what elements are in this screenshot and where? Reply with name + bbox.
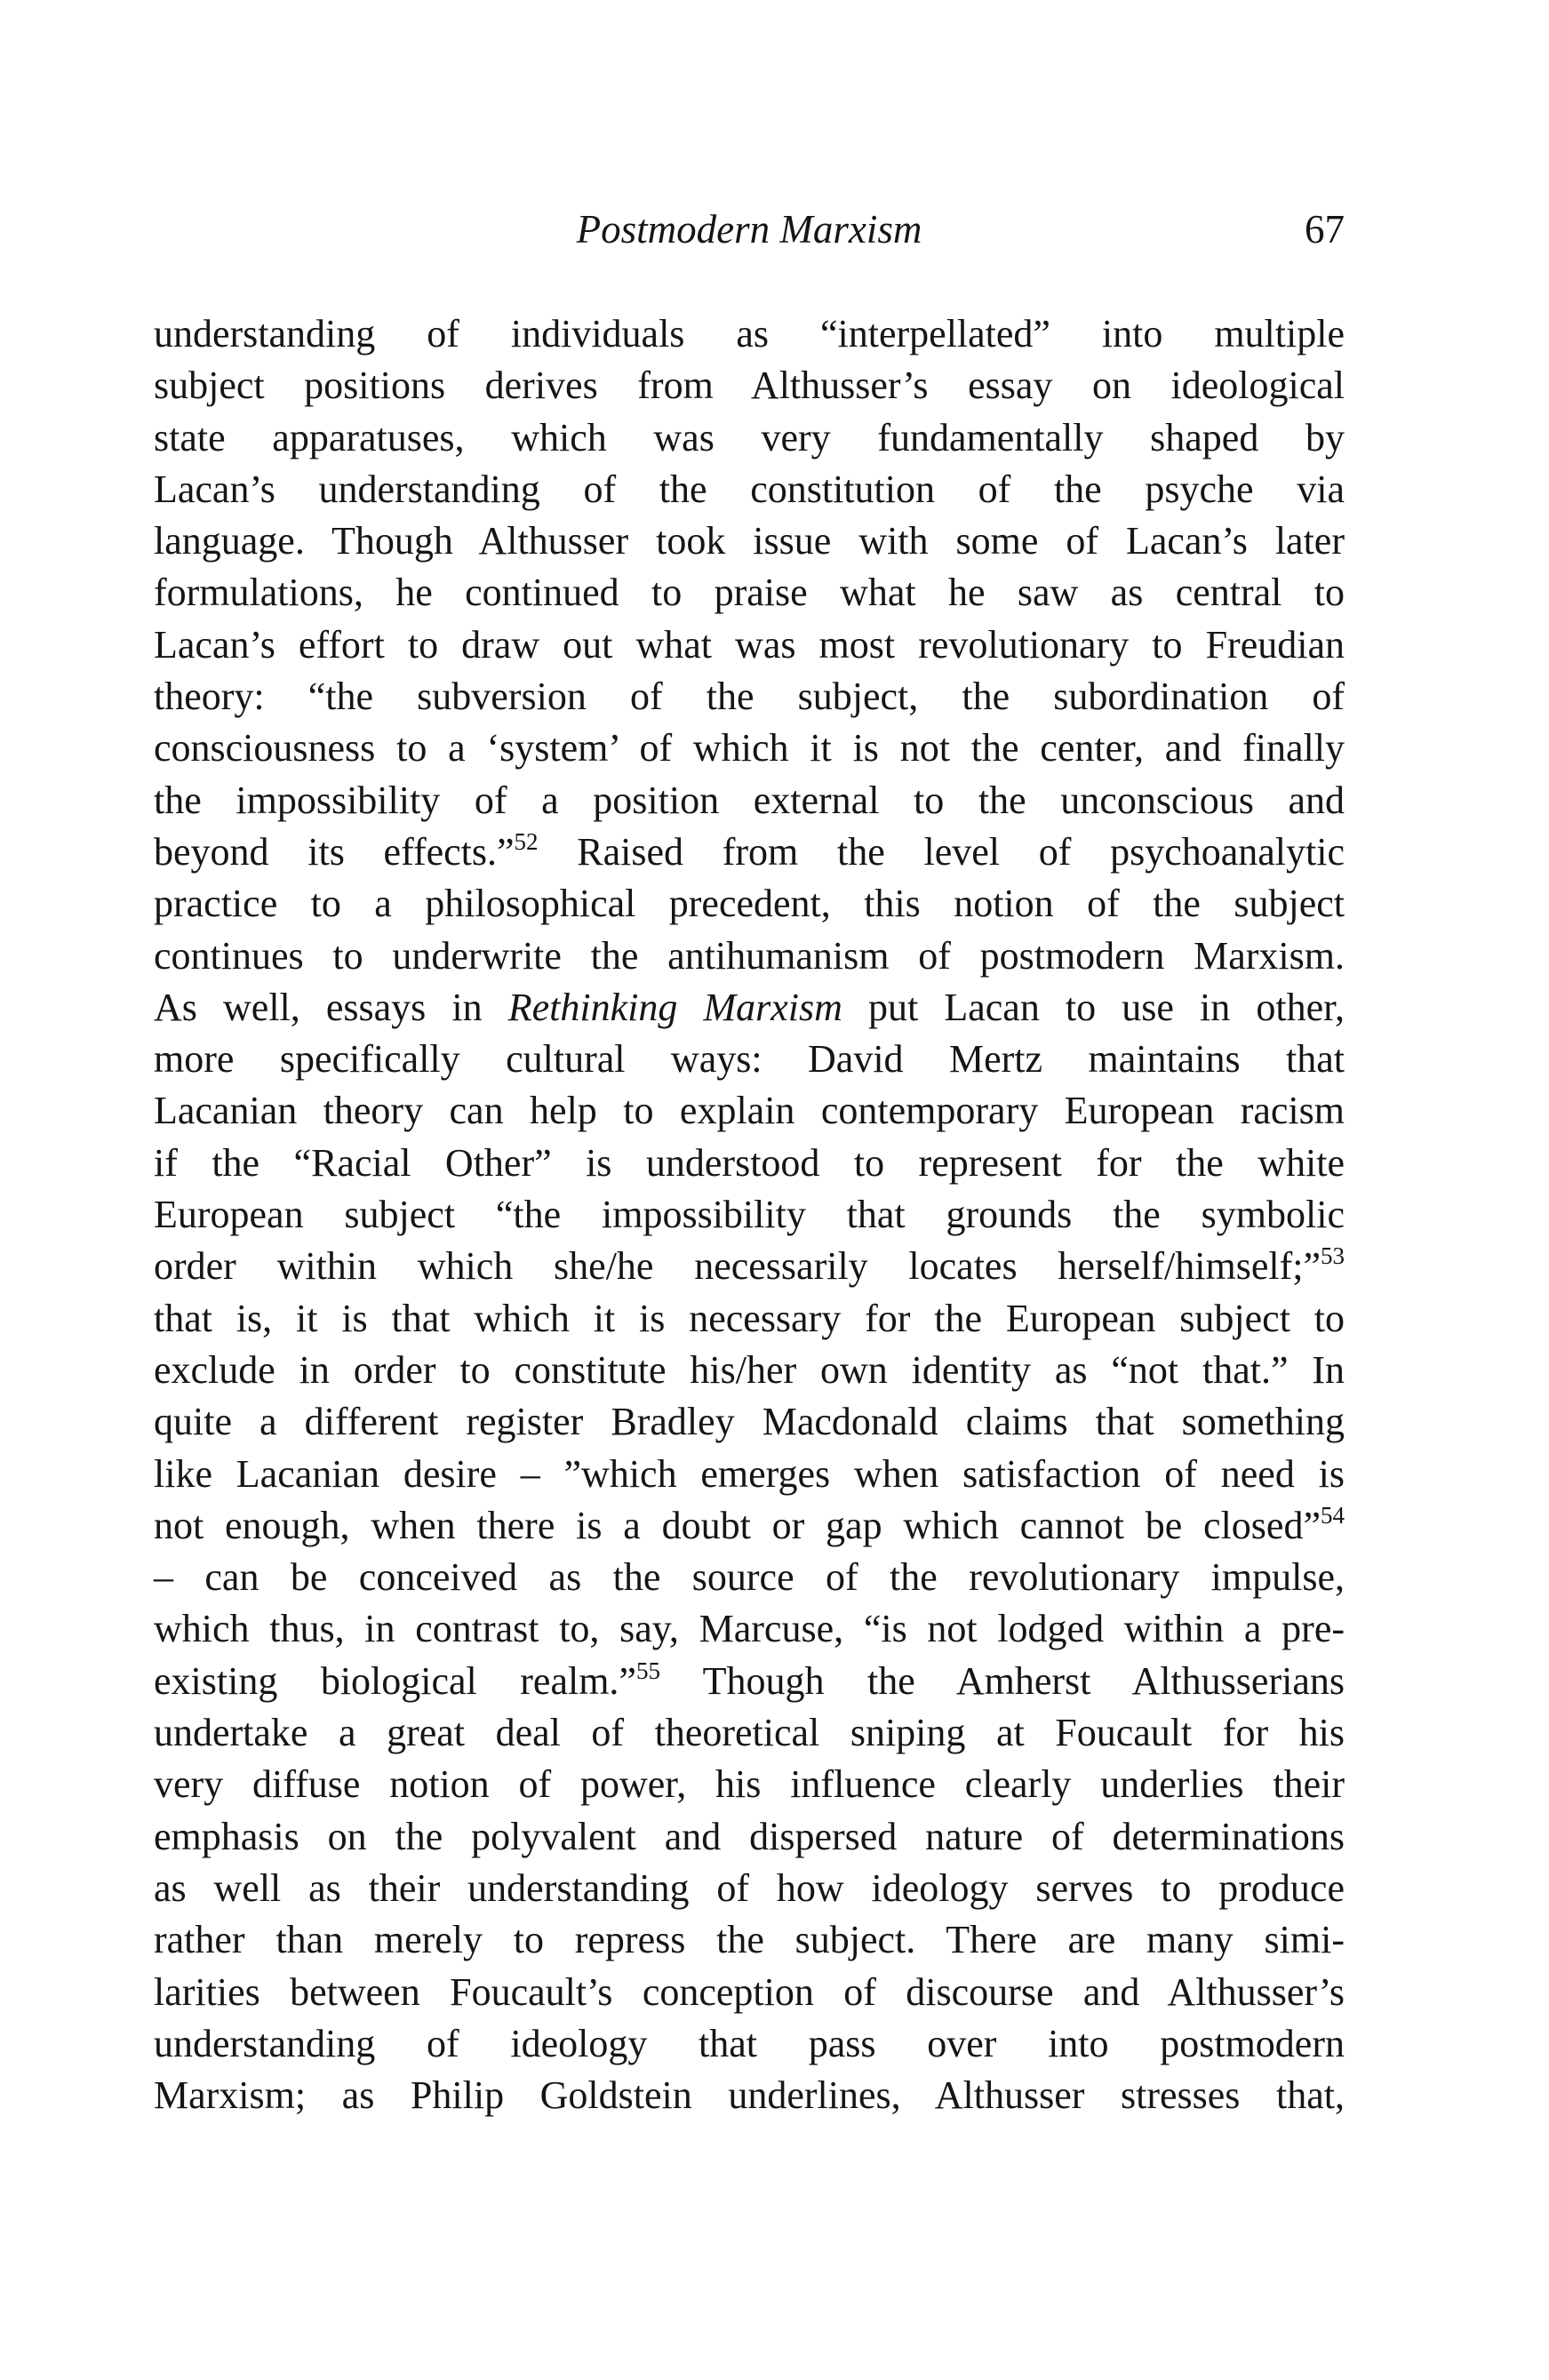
text-line [154,1241,1345,1292]
text-line: very diffuse notion of power, his influence clearly underlies their [154,1762,1345,1807]
footnote-ref-55: 55 [635,1657,660,1684]
text-line: which thus, in contrast to, say, Marcuse, “is not lodged within a pre- [154,1607,1345,1651]
line-text: As well, essays in [154,985,508,1029]
line-text: put Lacan to use in other, [842,985,1345,1029]
text-line: state apparatuses, which was very fundamentally shaped by [154,415,1345,459]
footnote-ref-53: 53 [1321,1242,1345,1270]
running-title: Postmodern Marxism [576,207,922,252]
text-line: formulations, he continued to praise what he saw as central to [154,571,1345,615]
text-line: European subject “the impossibility that grounds the symbolic [154,1193,1345,1237]
journal-title: Rethinking Marxism [507,985,842,1029]
line-text: Though the Amherst Althusserians [659,1658,1345,1703]
text-line: exclude in order to constitute his/her own identity as “not that.” In [154,1347,1345,1392]
text-line: rather than merely to repress the subject. There are many simi- [154,1918,1345,1962]
text-line: quite a different register Bradley Macdonald claims that something [154,1400,1345,1444]
text-line: more specifically cultural ways: David Mertz maintains that [154,1037,1345,1082]
footnote-ref-54: 54 [1321,1501,1345,1529]
text-line [154,827,1345,878]
body-paragraph [154,308,1345,2121]
text-line: – can be conceived as the source of the revolutionary impulse, [154,1555,1345,1600]
text-line [154,982,1345,1034]
text-line: larities between Foucault’s conception of discourse and Althusser’s [154,1969,1345,2014]
text-line [154,1656,1345,1707]
text-line: Marxism; as Philip Goldstein underlines, Althusser stresses that, [154,2073,1345,2118]
line-text: Raised from the level of psychoanalytic [538,829,1345,874]
text-line: continues to underwrite the antihumanism of postmodern Marxism. [154,933,1345,978]
text-line: emphasis on the polyvalent and dispersed nature of determinations [154,1814,1345,1858]
text-line: Lacan’s effort to draw out what was most revolutionary to Freudian [154,622,1345,667]
text-line: practice to a philosophical precedent, this notion of the subject [154,882,1345,926]
text-line: if the “Racial Other” is understood to represent for the white [154,1140,1345,1185]
page-number: 67 [1305,207,1345,252]
text-line: language. Though Althusser took issue with some of Lacan’s later [154,519,1345,563]
text-line: subject positions derives from Althusser’s essay on ideological [154,363,1345,408]
line-text: not enough, when there is a doubt or gap which cannot be closed” [154,1503,1321,1547]
text-line: undertake a great deal of theoretical sniping at Foucault for his [154,1711,1345,1755]
running-head [154,203,1345,256]
text-line: understanding of individuals as “interpellated” into multiple [154,312,1345,355]
text-line [154,1500,1345,1552]
text-line: Lacanian theory can help to explain contemporary European racism [154,1089,1345,1133]
text-line: consciousness to a ‘system’ of which it is not the center, and finally [154,726,1345,771]
footnote-ref-52: 52 [514,827,539,855]
text-line: like Lacanian desire – ”which emerges when satisfaction of need is [154,1451,1345,1496]
text-line: understanding of ideology that pass over into postmodern [154,2021,1345,2065]
text-line: that is, it is that which it is necessary for the European subject to [154,1296,1345,1340]
text-line: the impossibility of a position external to the unconscious and [154,778,1345,822]
text-line: Lacan’s understanding of the constitution of the psyche via [154,467,1345,511]
line-text: existing biological realm.” [154,1658,636,1703]
line-text: order within which she/he necessarily locates herself/himself;” [154,1244,1321,1289]
text-line: as well as their understanding of how ideology serves to produce [154,1865,1345,1910]
line-text: beyond its effects.” [154,829,515,874]
text-line: theory: “the subversion of the subject, the subordination of [154,675,1345,719]
